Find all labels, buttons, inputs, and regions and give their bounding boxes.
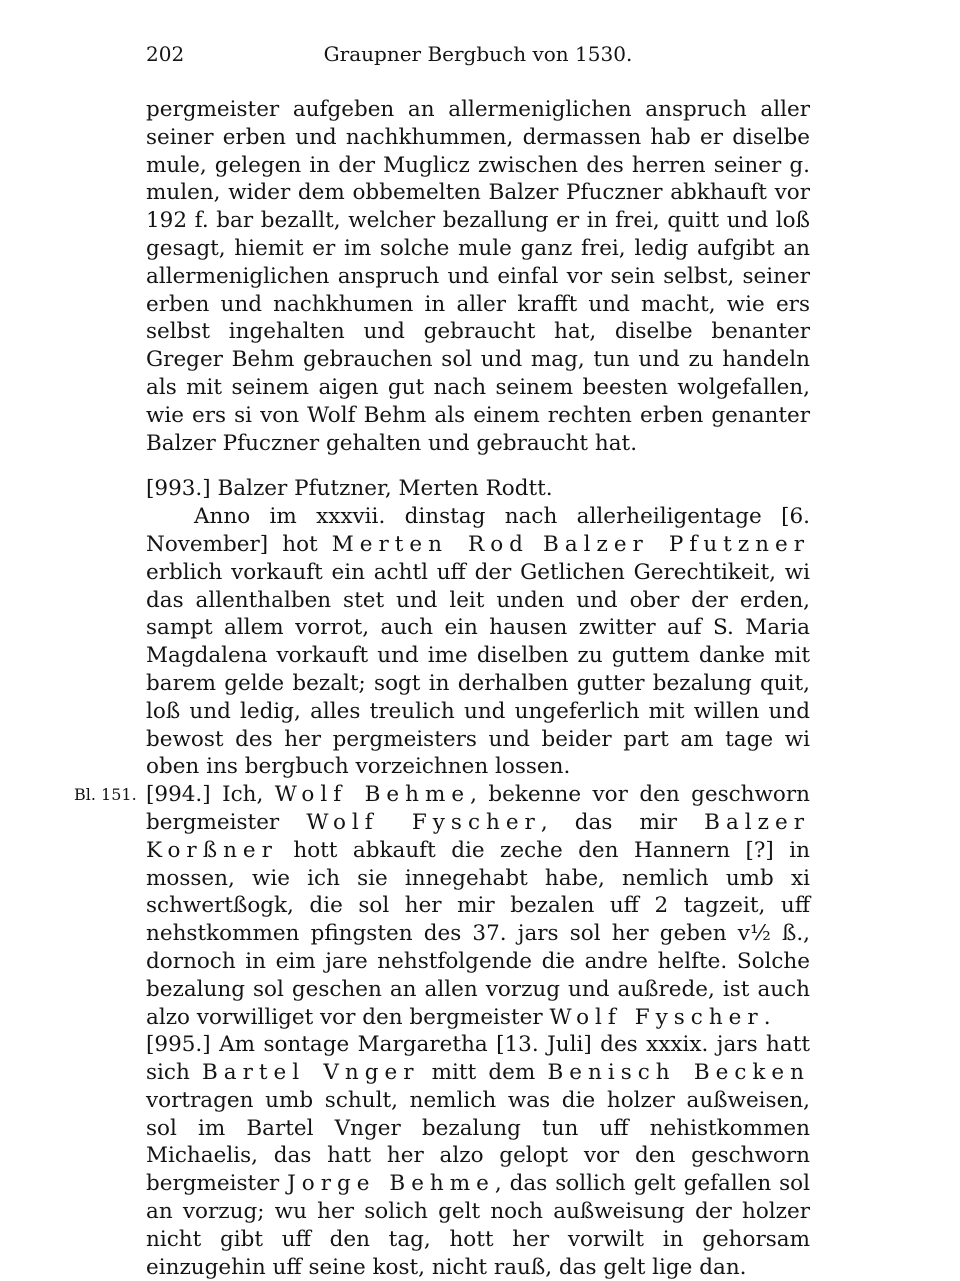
person-name: Balzer Pfutzner xyxy=(543,531,810,557)
document-body xyxy=(74,96,810,1281)
page-header xyxy=(146,42,810,72)
person-name: Wolf Fyscher xyxy=(306,809,541,835)
running-title: Graupner Bergbuch von 1530. xyxy=(323,42,633,66)
person-name: Merten Rod xyxy=(331,531,529,557)
person-name: Balzer Korßner xyxy=(146,809,810,863)
paragraph-continuation: pergmeister aufgeben an allermeniglichen anspruch aller seiner erben und nachkhummen, dermassen hab er diselbe mule, gelegen in der Muglicz zwischen des herren seiner g. mulen, wider dem obbemelten Balzer Pfuczner abkhauft vor 192 f. bar bezallt, welcher bezallung er in frei, quitt und loß gesagt, hiemit er im solche mule ganz frei, ledig aufgibt an allermeniglichen anspruch und einfal vor sein selbst, seiner erben und nachkhumen in aller krafft und macht, wie ers selbst ingehalten und gebraucht hat, diselbe benanter Greger Behm gebrauchen sol und mag, tun und zu handeln als mit seinem aigen gut nach seinem beesten wolgefallen, wie ers si von Wolf Behm als einem rechten erben genanter Balzer Pfuczner gehalten und gebraucht hat. xyxy=(146,97,810,456)
entry-993-title: [993.] Balzer Pfutzner, Merten Rodtt. xyxy=(146,476,553,502)
person-name: Wolf Behme xyxy=(274,782,471,808)
person-name: Bartel Vnger xyxy=(202,1060,420,1086)
person-name: Jorge Behme xyxy=(287,1171,495,1197)
entry-995-text: [995.] Am sontage Margaretha [13. Juli] des xxxix. jars hatt sich Bartel Vnger mitt dem Benisch Becken vortragen umb schult, nemlich was die holzer außweisen, sol im Bartel Vnger bezalung tun uff nehistkommen Michaelis, das hatt her alzo gelopt vor den geschworn bergmeister Jorge Behme, das sollich gelt gefallen sol an vorzug; wu her solich gelt noch außweisung der holzer nicht gibt uff den tag, hott her vorwilt in gehorsam einzugehin uff seine kost, nicht rauß, das gelt lige dan. xyxy=(146,1032,810,1280)
person-name: Benisch Becken xyxy=(547,1060,810,1086)
page-number: 202 xyxy=(146,42,185,66)
entry-993-text: Anno im xxxvii. dinstag nach allerheiligentage [6. November] hot Merten Rod Balzer Pfutzner erblich vorkauft ein achtl uff der Getlichen Gerechtikeit, wi das allenthalben stet und leit unden und ober der erden, sampt allem vorrot, auch ein hausen zwitter auf S. Maria Magdalena vorkauft und ime diselben zu guttem danke mit barem gelde bezalt; sogt in derhalben gutter bezalung quit, loß und ledig, alles treulich und ungeferlich mit willen und bewost des her pergmeisters und beider part am tage wi oben ins bergbuch vorzeichnen lossen. xyxy=(146,504,810,780)
person-name: Wolf Fyscher xyxy=(549,1004,764,1030)
entry-994-text: Bl. 151. [994.] Ich, Wolf Behme, bekenne vor den geschworn bergmeister Wolf Fyscher, das mir Balzer Korßner hott abkauft die zeche den Hannern [?] in mossen, wie ich sie innegehabt habe, nemlich umb xi schwertßogk, die sol her mir bezalen uff 2 tagzeit, uff nehstkommen pfingsten des 37. jars sol her geben v½ ß., dornoch in eim jare nehstfolgende die andre helfte. Solche bezalung sol geschen an allen vorzug und außrede, ist auch alzo vorwilliget vor den bergmeister Wolf Fyscher. xyxy=(74,782,810,1030)
folio-marker: Bl. 151. xyxy=(74,785,137,805)
